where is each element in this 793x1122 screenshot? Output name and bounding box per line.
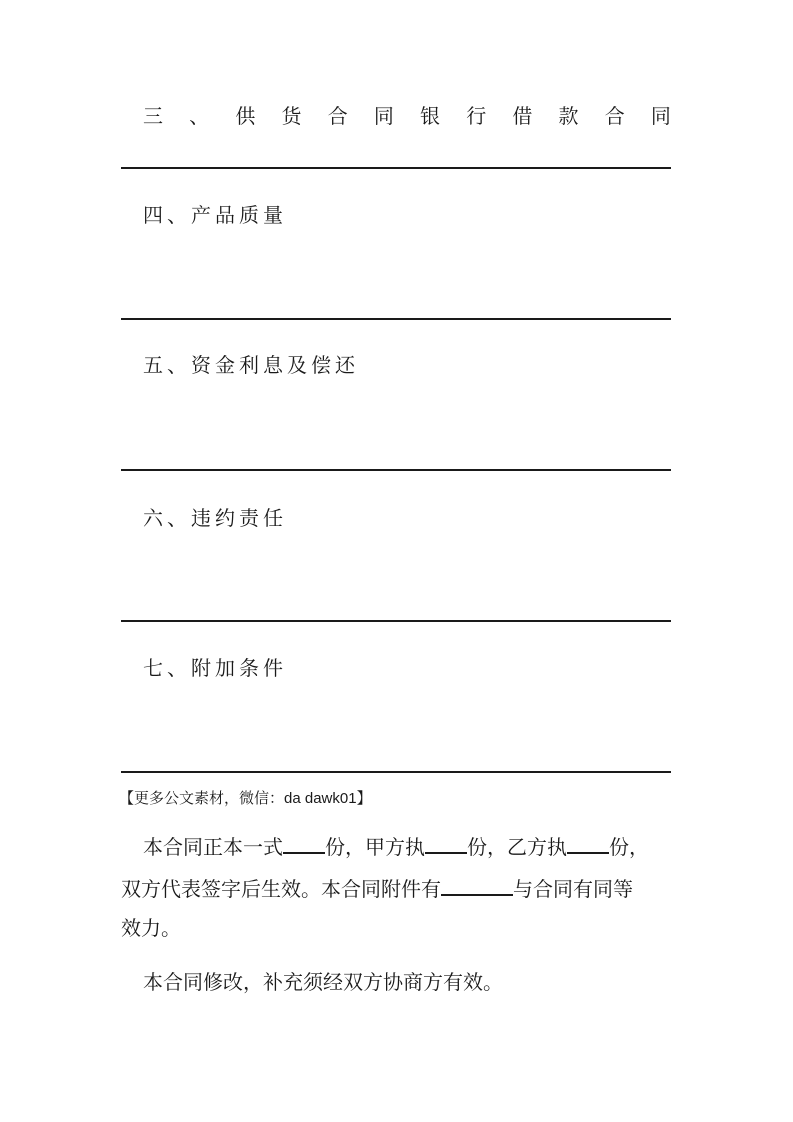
section-3-char: 银	[420, 104, 441, 128]
section-7-heading: 七、附加条件	[143, 656, 287, 680]
section-3-char: 供	[235, 104, 256, 128]
promo-note-id: da dawk01	[284, 790, 357, 807]
copies-text: 份，乙方执	[467, 835, 567, 859]
section-6-heading: 六、违约责任	[143, 506, 287, 530]
copies-text: 双方代表签字后生效。本合同附件有	[121, 877, 441, 901]
copies-text: 份，	[609, 835, 649, 859]
section-5-heading: 五、资金利息及偿还	[143, 353, 359, 377]
copies-text: 份，甲方执	[325, 835, 425, 859]
amendment-clause: 本合同修改，补充须经双方协商方有效。	[143, 970, 503, 994]
copies-clause-line-1	[143, 830, 693, 861]
section-3-char: 同	[650, 104, 671, 128]
copies-text: 与合同有同等	[513, 877, 633, 901]
fill-in-line	[121, 469, 671, 471]
section-3-char: 合	[327, 104, 348, 128]
section-3-char: 合	[604, 104, 625, 128]
promo-note-text: 【更多公文素材，微信：	[119, 789, 285, 807]
copies-clause-line-2	[121, 872, 671, 903]
section-4-heading: 四、产品质量	[143, 203, 287, 227]
promo-note	[119, 787, 372, 810]
section-3-char: 、	[189, 104, 210, 128]
blank-party-b-copies[interactable]	[567, 830, 609, 854]
copies-clause-line-3: 效力。	[121, 916, 181, 940]
fill-in-line	[121, 771, 671, 773]
section-3-char: 同	[373, 104, 394, 128]
fill-in-line	[121, 620, 671, 622]
promo-note-close: 】	[356, 789, 372, 807]
section-3-char: 货	[281, 104, 302, 128]
fill-in-line	[121, 318, 671, 320]
section-3-char: 行	[466, 104, 487, 128]
copies-text: 本合同正本一式	[143, 835, 283, 859]
section-3-char: 款	[558, 104, 579, 128]
blank-attachment[interactable]	[441, 872, 513, 896]
fill-in-line	[121, 167, 671, 169]
section-3-heading	[121, 102, 671, 132]
blank-total-copies[interactable]	[283, 830, 325, 854]
blank-party-a-copies[interactable]	[425, 830, 467, 854]
section-3-char: 三	[143, 104, 163, 128]
section-3-char: 借	[512, 104, 533, 128]
